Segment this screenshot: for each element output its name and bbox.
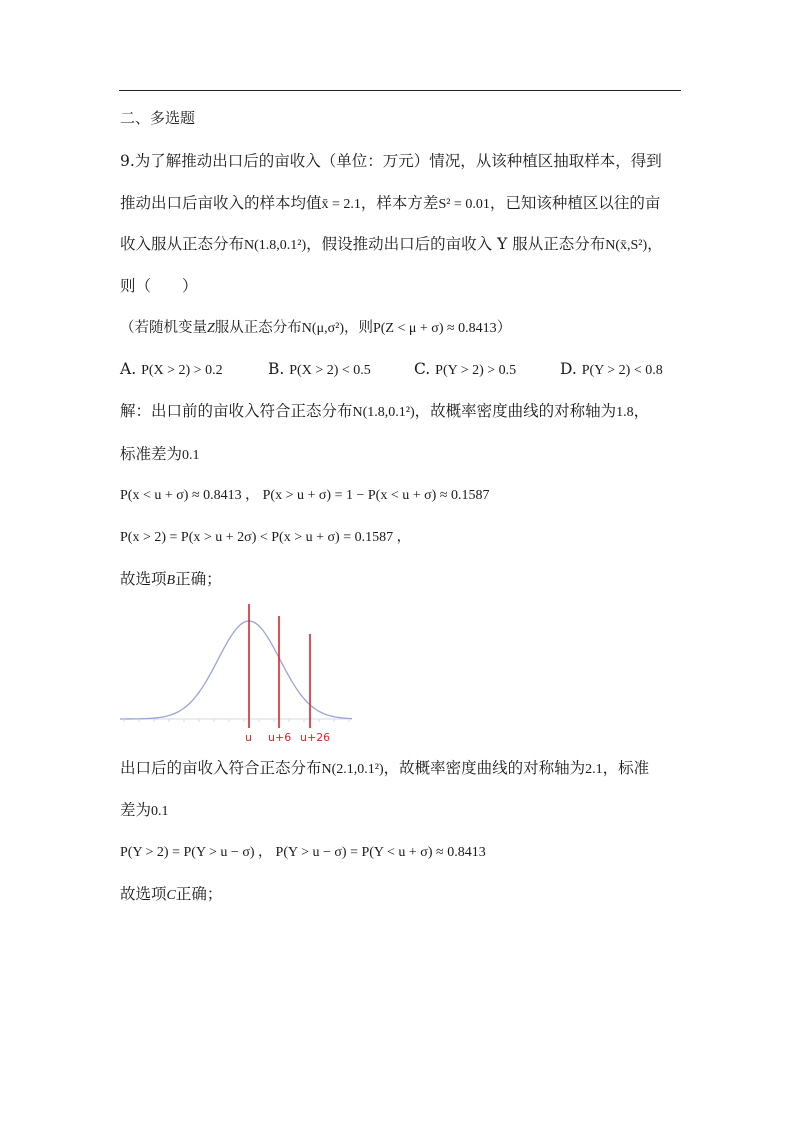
- label-u: u: [245, 731, 252, 744]
- label-u-plus-sigma: u+6: [268, 731, 292, 744]
- section-title: 二、多选题: [120, 109, 196, 127]
- normal-curve-figure: [118, 600, 354, 750]
- solution-line-4: P(x > 2) = P(x > u + 2σ) < P(x > u + σ) = 0.1587 ，: [120, 530, 411, 545]
- option-a: A. P(X > 2) > 0.2: [120, 360, 223, 378]
- solution-line-3: P(x < u + σ) ≈ 0.8413 ， P(x > u + σ) = 1 − P(x < u + σ) ≈ 0.1587: [120, 488, 490, 503]
- option-c: C. P(Y > 2) > 0.5: [414, 360, 517, 378]
- solution-line-8: P(Y > 2) = P(Y > u − σ) ， P(Y > u − σ) = P(Y < u + σ) ≈ 0.8413: [120, 845, 486, 860]
- label-u-plus-2sigma: u+26: [300, 731, 331, 744]
- solution-line-6: 出口后的亩收入符合正态分布N(2.1,0.1²)，故概率密度曲线的对称轴为2.1，标准: [120, 759, 650, 777]
- header-rule: [119, 90, 681, 91]
- normal-density-curve: [120, 621, 352, 719]
- option-b: B. P(X > 2) < 0.5: [268, 360, 371, 378]
- option-d: D. P(Y > 2) < 0.8: [560, 360, 663, 378]
- solution-line-5: 故选项B正确；: [120, 570, 222, 588]
- solution-line-7: 差为0.1: [120, 801, 169, 819]
- solution-line-9: 故选项C正确；: [120, 885, 223, 903]
- question-line-2: 推动出口后亩收入的样本均值x̄ = 2.1，样本方差S² = 0.01，已知该种植区以往的亩: [120, 194, 661, 212]
- question-line-4: 则（ ）: [120, 277, 198, 295]
- sample-mean: x̄ = 2.1: [321, 197, 361, 212]
- solution-line-1: 解：出口前的亩收入符合正态分布N(1.8,0.1²)，故概率密度曲线的对称轴为1.8，: [120, 402, 650, 420]
- solution-line-2: 标准差为0.1: [120, 445, 200, 463]
- question-line-3: 收入服从正态分布N(1.8,0.1²)，假设推动出口后的亩收入 Y 服从正态分布N(x̄,S²)，: [120, 235, 663, 253]
- sample-variance: S² = 0.01: [438, 197, 490, 212]
- question-hint: （若随机变量Z服从正态分布N(μ,σ²)，则P(Z < μ + σ) ≈ 0.8413）: [120, 320, 512, 336]
- question-line-1: 9.为了解推动出口后的亩收入（单位：万元）情况，从该种植区抽取样本，得到: [120, 152, 662, 170]
